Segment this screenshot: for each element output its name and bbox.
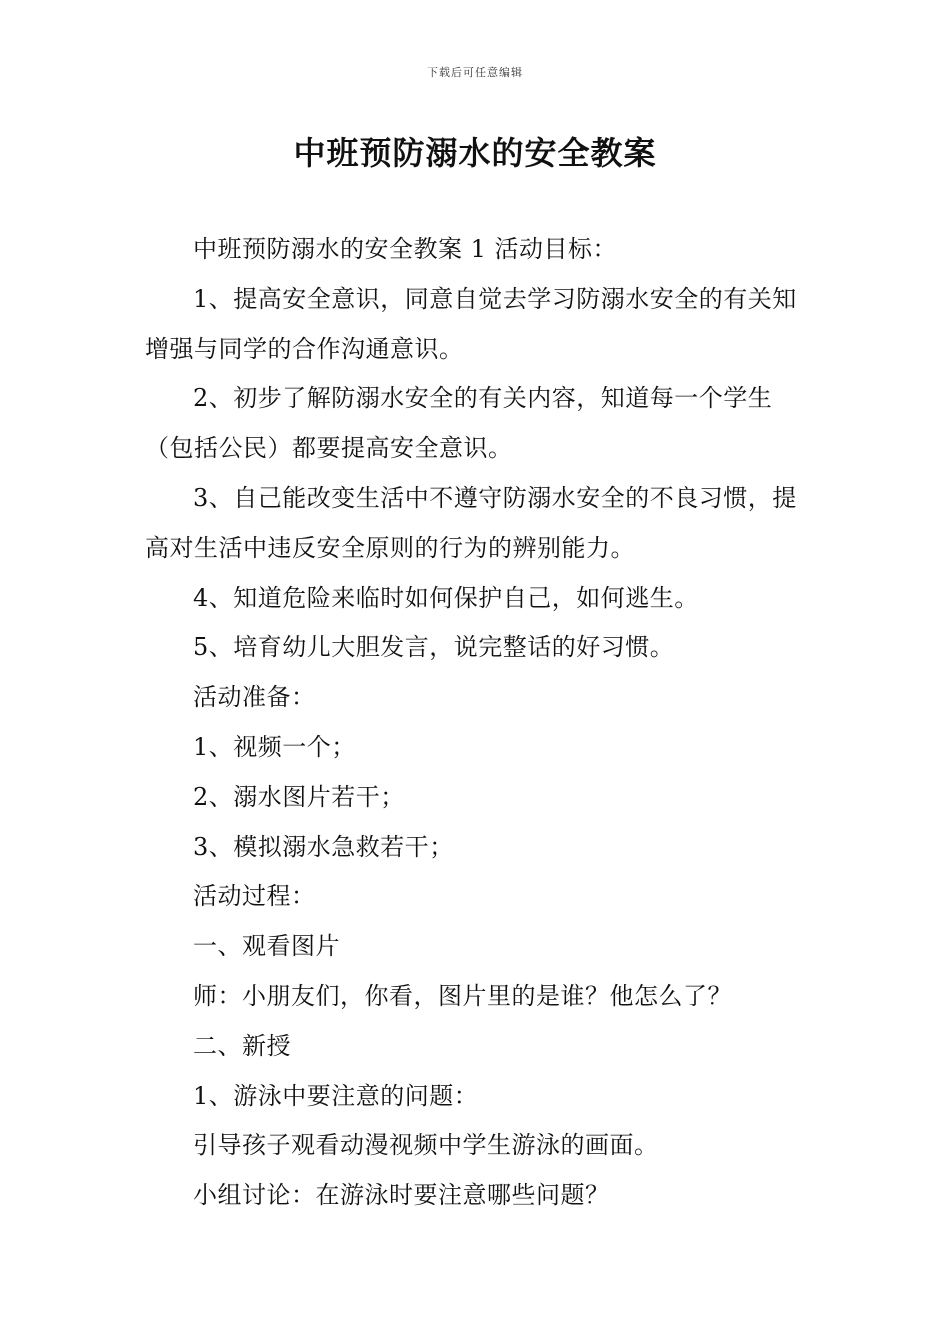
paragraph: 1、提高安全意识，同意自觉去学习防溺水安全的有关知增强与同学的合作沟通意识。 (145, 284, 797, 363)
paragraph: 引导孩子观看动漫视频中学生游泳的画面。 (193, 1131, 659, 1160)
paragraph: 3、自己能改变生活中不遵守防溺水安全的不良习惯，提高对生活中违反安全原则的行为的辨别能力。 (145, 483, 797, 562)
paragraph: 3、模拟溺水急救若干； (193, 832, 454, 861)
paragraph: 活动准备： (193, 683, 316, 712)
paragraph: 1、视频一个； (193, 732, 356, 761)
paragraph: 2、初步了解防溺水安全的有关内容，知道每一个学生（包括公民）都要提高安全意识。 (145, 384, 773, 463)
paragraph: 5、培育幼儿大胆发言，说完整话的好习惯。 (193, 633, 675, 662)
paragraph: 1、游泳中要注意的问题： (193, 1081, 479, 1110)
paragraph: 二、新授 (193, 1031, 291, 1060)
paragraph: 一、观看图片 (193, 932, 340, 961)
paragraph: 小组讨论：在游泳时要注意哪些问题？ (193, 1181, 610, 1210)
paragraph: 4、知道危险来临时如何保护自己，如何逃生。 (193, 583, 699, 612)
paragraph: 师：小朋友们，你看，图片里的是谁？他怎么了？ (193, 981, 732, 1010)
document-body (145, 225, 807, 1221)
paragraph: 活动过程： (193, 882, 316, 911)
header-note: 下载后可任意编辑 (427, 66, 523, 79)
paragraph: 2、溺水图片若干； (193, 782, 405, 811)
paragraph: 中班预防溺水的安全教案 1 活动目标： (193, 235, 618, 263)
document-title: 中班预防溺水的安全教案 (293, 134, 657, 172)
